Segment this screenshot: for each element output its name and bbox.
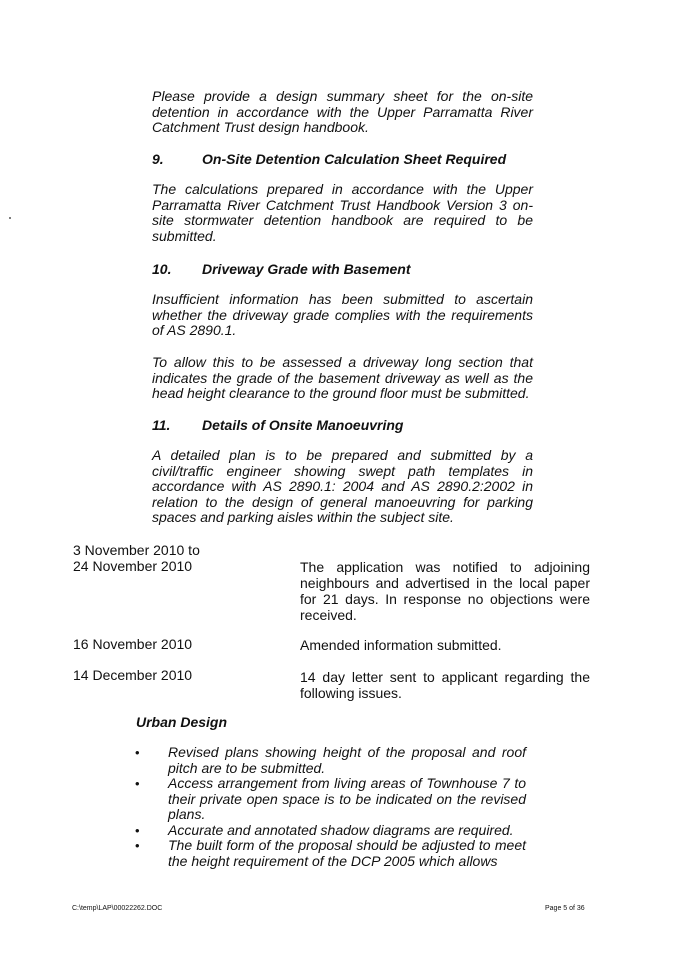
bullet-icon: •	[135, 822, 140, 838]
date-line: 3 November 2010 to	[73, 542, 200, 558]
section-heading-11	[152, 417, 403, 433]
urban-design-list	[135, 745, 535, 869]
section-number: 10.	[152, 261, 172, 277]
section-number: 9.	[152, 151, 164, 167]
section-10-paragraph-1: Insufficient information has been submitted to ascertain whether the driveway grade complies with the requirements of AS 2890.1.	[152, 291, 533, 338]
timeline-description: Amended information submitted.	[300, 637, 502, 653]
section-9-paragraph: The calculations prepared in accordance with the Upper Parramatta River Catchment Trust Handbook Version 3 on-site stormwater detention handbook are required to be submitted.	[152, 181, 533, 244]
date-line: 14 December 2010	[73, 667, 193, 683]
urban-design-heading: Urban Design	[136, 714, 228, 730]
bullet-icon: •	[135, 776, 140, 791]
timeline-date	[73, 636, 192, 652]
list-item	[135, 776, 526, 823]
scan-speck	[9, 217, 11, 219]
date-line: 16 November 2010	[73, 636, 193, 652]
section-title: Driveway Grade with Basement	[202, 261, 411, 277]
bullet-icon: •	[135, 745, 140, 760]
footer-file-path: C:\temp\LAP\00022262.DOC	[72, 905, 163, 912]
timeline-date	[73, 542, 200, 574]
section-title: Details of Onsite Manoeuvring	[202, 417, 404, 433]
date-line: 24 November 2010	[73, 558, 193, 574]
list-item	[135, 838, 526, 869]
intro-paragraph: Please provide a design summary sheet for the on-site detention in accordance with the Upper Parramatta River Catchment Trust design handbook.	[152, 88, 533, 135]
section-11-paragraph: A detailed plan is to be prepared and submitted by a civil/traffic engineer showing swept path templates in accordance with AS 2890.1: 2004 and AS 2890.2:2002 in relation to the design of general manoeuvring for parking spaces and parking aisles within the subject site.	[152, 447, 533, 525]
section-heading-9	[152, 151, 506, 167]
list-item-text: Revised plans showing height of the proposal and roof pitch are to be submitted.	[168, 744, 526, 776]
list-item-text: The built form of the proposal should be adjusted to meet the height requirement of the DCP 2005 which allows	[168, 837, 526, 869]
list-item-text: Access arrangement from living areas of Townhouse 7 to their private open space is to be indicated on the revised plans.	[168, 775, 526, 822]
footer-page-number: Page 5 of 36	[545, 905, 585, 912]
timeline-description: 14 day letter sent to applicant regarding the following issues.	[300, 669, 590, 701]
list-item	[135, 745, 526, 776]
timeline-description: The application was notified to adjoining neighbours and advertised in the local paper for 21 days. In response no objections were received.	[300, 559, 590, 623]
section-heading-10	[152, 261, 411, 277]
section-title: On-Site Detention Calculation Sheet Required	[202, 151, 507, 167]
list-item	[135, 823, 526, 839]
section-number: 11.	[152, 417, 171, 433]
section-10-paragraph-2: To allow this to be assessed a driveway long section that indicates the grade of the basement driveway as well as the head height clearance to the ground floor must be submitted.	[152, 354, 533, 401]
list-item-text: Accurate and annotated shadow diagrams are required.	[168, 821, 514, 838]
timeline-date	[73, 667, 192, 683]
bullet-icon: •	[135, 838, 140, 853]
